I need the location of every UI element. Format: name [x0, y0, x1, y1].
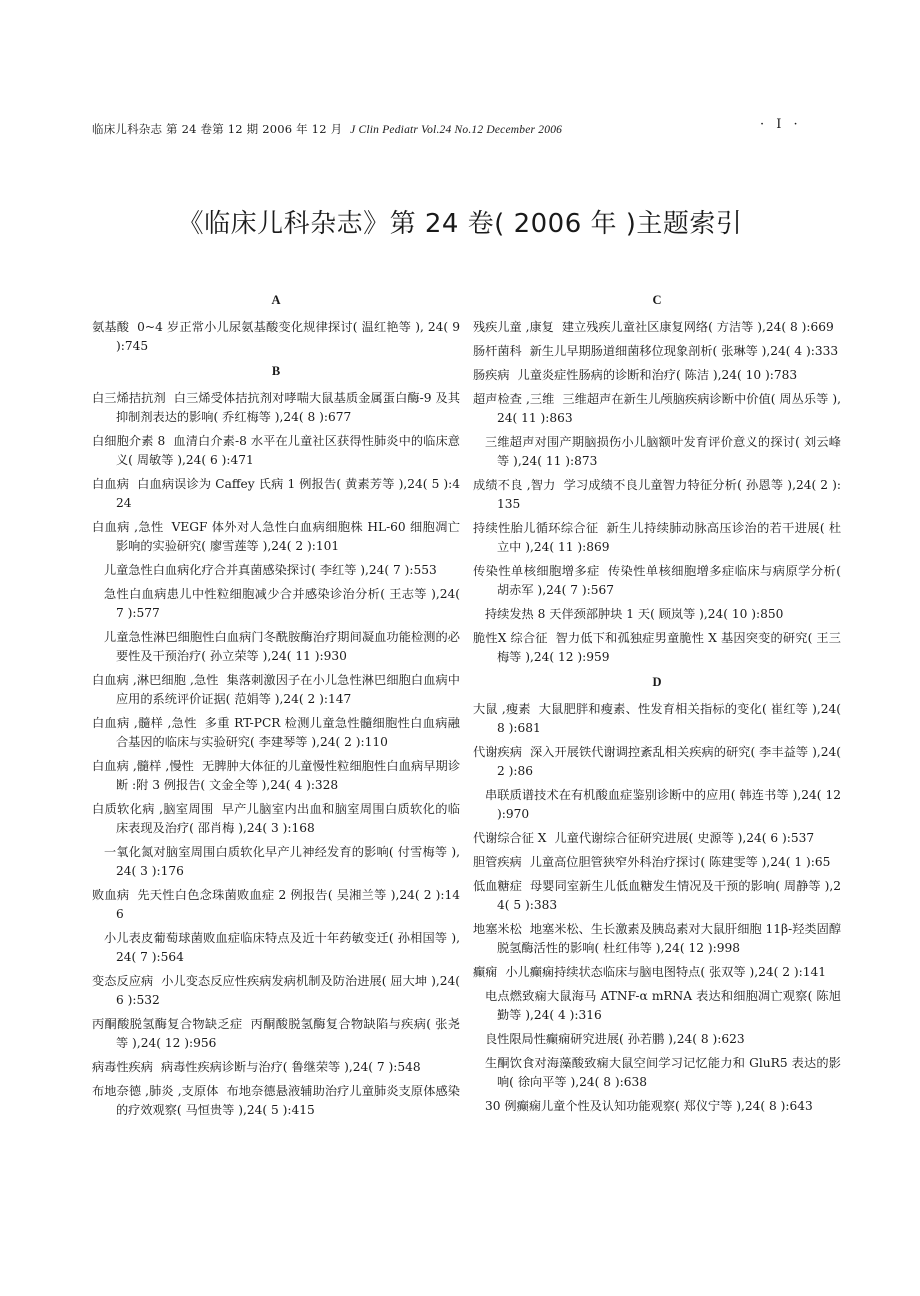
index-entry [92, 1015, 460, 1053]
index-article-reference: 串联质谱技术在有机酸血症鉴别诊断中的应用( 韩连书等 ),24( 12 ):970 [485, 788, 841, 821]
index-entry [92, 318, 460, 356]
index-keyword: 癫痫 [473, 965, 498, 979]
page-number: · I · [760, 117, 802, 132]
index-entry [473, 318, 841, 337]
index-keyword: 大鼠 ,瘦素 [473, 702, 531, 716]
index-article-reference: 先天性白色念珠菌败血症 2 例报告( 吴湘兰等 ),24( 2 ):146 [116, 888, 460, 921]
index-article-reference: 小儿表皮葡萄球菌败血症临床特点及近十年药敏变迁( 孙相国等 ),24( 7 ):564 [104, 931, 460, 964]
index-article-reference: 30 例癫痫儿童个性及认知功能观察( 郑仪宁等 ),24( 8 ):643 [485, 1099, 813, 1113]
index-article-reference: 病毒性疾病诊断与治疗( 鲁继荣等 ),24( 7 ):548 [160, 1060, 421, 1074]
index-article-reference: 电点燃致痫大鼠海马 ATNF-α mRNA 表达和细胞凋亡观察( 陈旭勤等 ),24( 4 ):316 [485, 989, 841, 1022]
index-article-reference: 母婴同室新生儿低血糖发生情况及干预的影响( 周静等 ),24( 5 ):383 [497, 879, 842, 912]
index-entry [92, 843, 460, 881]
index-article-reference: 小儿癫痫持续状态临床与脑电图特点( 张双等 ),24( 2 ):141 [505, 965, 826, 979]
index-article-reference: 一氧化氮对脑室周围白质软化早产儿神经发育的影响( 付雪梅等 ),24( 3 ):176 [104, 845, 460, 878]
index-entry [473, 366, 841, 385]
index-keyword: 地塞米松 [473, 922, 522, 936]
index-entry [473, 605, 841, 624]
index-article-reference: 大鼠肥胖和瘦素、性发育相关指标的变化( 崔红等 ),24( 8 ):681 [497, 702, 841, 735]
index-entry [473, 853, 841, 872]
index-keyword: 传染性单核细胞增多症 [473, 564, 600, 578]
index-keyword: 氨基酸 [92, 320, 130, 334]
index-article-reference: 血清白介素-8 水平在儿童社区获得性肺炎中的临床意义( 周敏等 ),24( 6 ):471 [116, 434, 460, 467]
index-article-reference: 儿童高位胆管狭窄外科治疗探讨( 陈建雯等 ),24( 1 ):65 [529, 855, 831, 869]
index-entry [92, 1058, 460, 1077]
index-entry [473, 829, 841, 848]
index-article-reference: 传染性单核细胞增多症临床与病原学分析( 胡赤军 ),24( 7 ):567 [497, 564, 841, 597]
section-letter: B [271, 364, 281, 378]
index-entry [92, 671, 460, 709]
index-keyword: 肠杆菌科 [473, 344, 522, 358]
index-column-right [473, 290, 841, 1121]
index-entry [92, 757, 460, 795]
index-article-reference: 小儿变态反应性疾病发病机制及防治进展( 屈大坤 ),24( 6 ):532 [116, 974, 460, 1007]
index-entry [473, 519, 841, 557]
index-keyword: 白血病 ,髓样 ,急性 [92, 716, 197, 730]
index-article-reference: 儿童代谢综合征研究进展( 史源等 ),24( 6 ):537 [554, 831, 815, 845]
index-keyword: 低血糖症 [473, 879, 523, 893]
index-article-reference: 三维超声在新生儿颅脑疾病诊断中价值( 周丛乐等 ),24( 11 ):863 [497, 392, 841, 425]
index-keyword: 胆管疾病 [473, 855, 522, 869]
index-entry [473, 963, 841, 982]
index-keyword: 白血病 [92, 477, 130, 491]
index-entry [92, 561, 460, 580]
index-article-reference: VEGF 体外对人急性白血病细胞株 HL-60 细胞凋亡影响的实验研究( 廖雪莲等 ),24( 2 ):101 [116, 520, 460, 553]
index-article-reference: 白血病误诊为 Caffey 氏病 1 例报告( 黄素芳等 ),24( 5 ):424 [116, 477, 461, 510]
index-article-reference: 建立残疾儿童社区康复网络( 方洁等 ),24( 8 ):669 [561, 320, 834, 334]
index-article-reference: 早产儿脑室内出血和脑室周围白质软化的临床表现及治疗( 邵肖梅 ),24( 3 ):168 [116, 802, 460, 835]
index-article-reference: 新生儿早期肠道细菌移位现象剖析( 张琳等 ),24( 4 ):333 [529, 344, 839, 358]
index-keyword: 持续性胎儿循环综合征 [473, 521, 599, 535]
index-entry [92, 628, 460, 666]
index-entry [473, 786, 841, 824]
index-keyword: 白血病 ,淋巴细胞 ,急性 [92, 673, 219, 687]
index-entry [92, 929, 460, 967]
index-column-left [92, 290, 460, 1125]
index-keyword: 成绩不良 ,智力 [473, 478, 556, 492]
index-article-reference: 丙酮酸脱氢酶复合物缺陷与疾病( 张尧等 ),24( 12 ):956 [116, 1017, 460, 1050]
index-keyword: 肠疾病 [473, 368, 510, 382]
index-article-reference: 智力低下和孤独症男童脆性 X 基因突变的研究( 王三梅等 ),24( 12 ):959 [497, 631, 841, 664]
index-entry [473, 390, 841, 428]
index-keyword: 白细胞介素 8 [92, 434, 166, 448]
journal-name-en: J Clin Pediatr Vol.24 No.12 December 2006 [350, 124, 563, 136]
index-article-reference: 白三烯受体拮抗剂对哮喘大鼠基质金属蛋白酶-9 及其抑制剂表达的影响( 乔红梅等 ),24( 8 ):677 [116, 391, 461, 424]
index-keyword: 超声检查 ,三维 [473, 392, 555, 406]
index-entry [473, 476, 841, 514]
index-article-reference: 0~4 岁正常小儿尿氨基酸变化规律探讨( 温红艳等 ), 24( 9 ):745 [116, 320, 461, 353]
section-letter: D [652, 675, 662, 689]
index-entry [92, 714, 460, 752]
index-entry [92, 1082, 460, 1120]
journal-name-cn: 临床儿科杂志 第 24 卷第 12 期 2006 年 12 月 [92, 122, 343, 136]
index-article-reference: 新生儿持续肺动脉高压诊治的若干进展( 杜立中 ),24( 11 ):869 [497, 521, 842, 554]
index-entry [92, 800, 460, 838]
index-entry [92, 432, 460, 470]
index-entry [473, 700, 841, 738]
index-article-reference: 三维超声对围产期脑损伤小儿脑额叶发育评价意义的探讨( 刘云峰等 ),24( 11 ):873 [485, 435, 841, 468]
section-letter: A [271, 293, 281, 307]
index-entry [92, 518, 460, 556]
page-title: 《临床儿科杂志》第 24 卷( 2006 年 )主题索引 [177, 209, 743, 239]
index-entry [92, 886, 460, 924]
index-article-reference: 地塞米松、生长激素及胰岛素对大鼠肝细胞 11β-羟类固醇脱氢酶活性的影响( 杜红伟等 ),24( 12 ):998 [497, 922, 842, 955]
index-keyword: 病毒性疾病 [92, 1060, 153, 1074]
index-entry [92, 475, 460, 513]
index-entry [473, 433, 841, 471]
index-keyword: 白质软化病 ,脑室周围 [92, 802, 214, 816]
index-entry [473, 743, 841, 781]
index-keyword: 脆性X 综合征 [473, 631, 548, 645]
index-article-reference: 儿童炎症性肠病的诊断和治疗( 陈洁 ),24( 10 ):783 [517, 368, 798, 382]
index-article-reference: 生酮饮食对海藻酸致痫大鼠空间学习记忆能力和 GluR5 表达的影响( 徐向平等 ),24( 8 ):638 [485, 1056, 841, 1089]
index-entry [473, 1054, 841, 1092]
index-entry [473, 920, 841, 958]
index-keyword: 布地奈德 ,肺炎 ,支原体 [92, 1084, 219, 1098]
index-keyword: 残疾儿童 ,康复 [473, 320, 554, 334]
index-entry [473, 1097, 841, 1116]
index-entry [473, 342, 841, 361]
index-entry [473, 1030, 841, 1049]
index-article-reference: 急性白血病患儿中性粒细胞减少合并感染诊治分析( 王志等 ),24( 7 ):577 [104, 587, 460, 620]
section-letter: C [652, 293, 662, 307]
index-keyword: 白血病 ,急性 [92, 520, 164, 534]
index-entry [473, 629, 841, 667]
index-entry [92, 585, 460, 623]
index-entry [473, 987, 841, 1025]
index-article-reference: 学习成绩不良儿童智力特征分析( 孙恩等 ),24( 2 ):135 [497, 478, 841, 511]
index-keyword: 代谢疾病 [473, 745, 522, 759]
index-entry [92, 389, 460, 427]
index-article-reference: 儿童急性白血病化疗合并真菌感染探讨( 李红等 ),24( 7 ):553 [104, 563, 437, 577]
index-keyword: 丙酮酸脱氢酶复合物缺乏症 [92, 1017, 243, 1031]
index-article-reference: 多重 RT-PCR 检测儿童急性髓细胞性白血病融合基因的临床与实验研究( 李建琴等 ),24( 2 ):110 [116, 716, 460, 749]
index-article-reference: 集落刺激因子在小儿急性淋巴细胞白血病中应用的系统评价证据( 范娟等 ),24( 2 ):147 [116, 673, 460, 706]
index-article-reference: 儿童急性淋巴细胞性白血病门冬酰胺酶治疗期间凝血功能检测的必要性及干预治疗( 孙立荣等 ),24( 11 ):930 [104, 630, 460, 663]
index-article-reference: 持续发热 8 天伴颈部肿块 1 天( 顾岚等 ),24( 10 ):850 [485, 607, 784, 621]
index-article-reference: 布地奈德悬液辅助治疗儿童肺炎支原体感染的疗效观察( 马恒贵等 ),24( 5 ):415 [116, 1084, 460, 1117]
index-entry [92, 972, 460, 1010]
index-keyword: 代谢综合征 X [473, 831, 547, 845]
index-article-reference: 良性限局性癫痫研究进展( 孙若鹏 ),24( 8 ):623 [485, 1032, 745, 1046]
index-article-reference: 无脾肿大体征的儿童慢性粒细胞性白血病早期诊断 :附 3 例报告( 文金全等 ),24( 4 ):328 [116, 759, 461, 792]
index-keyword: 败血病 [92, 888, 130, 902]
index-keyword: 变态反应病 [92, 974, 154, 988]
index-entry [473, 877, 841, 915]
index-article-reference: 深入开展铁代谢调控紊乱相关疾病的研究( 李丰益等 ),24( 2 ):86 [497, 745, 841, 778]
index-keyword: 白血病 ,髓样 ,慢性 [92, 759, 194, 773]
running-header [92, 121, 832, 141]
index-keyword: 白三烯拮抗剂 [92, 391, 166, 405]
index-entry [473, 562, 841, 600]
